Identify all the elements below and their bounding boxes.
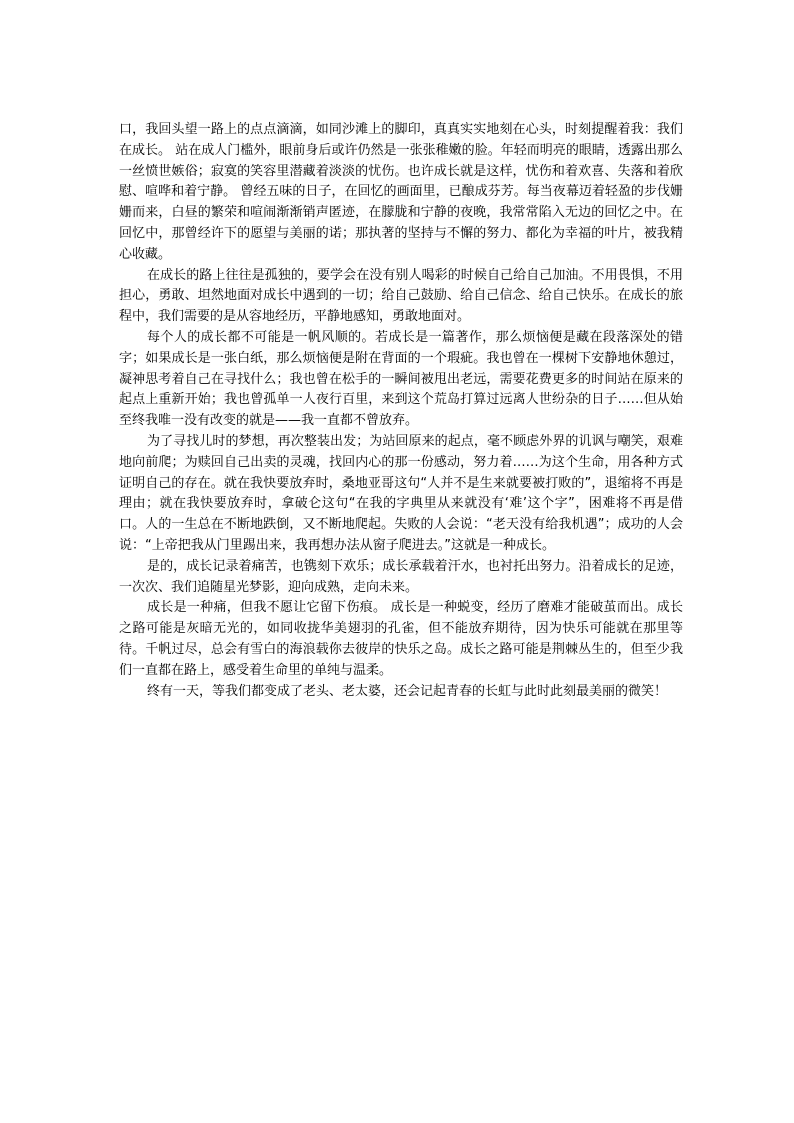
paragraph-6: 成长是一种痛，但我不愿让它留下伤痕。 成长是一种蜕变，经历了磨难才能破茧而出。成长之路可能是灰暗无光的，如同收拢华美翅羽的孔雀，但不能放弃期待，因为快乐可能就在那里等待。千帆过尽，总会有雪白的海浪载你去彼岸的快乐之岛。成长之路可能是荆棘丛生的，但至少我们一直都在路上，感受着生命里的单纯与温柔。 xyxy=(119,600,683,678)
paragraph-3: 每个人的成长都不可能是一帆风顺的。若成长是一篇著作，那么烦恼便是藏在段落深处的错字；如果成长是一张白纸，那么烦恼便是附在背面的一个瑕疵。我也曾在一棵树下安静地休憩过，凝神思考着自己在寻找什么；我也曾在松手的一瞬间被甩出老远，需要花费更多的时间站在原来的起点上重新开始；我也曾孤单一人夜行百里，来到这个荒岛打算过远离人世纷杂的日子……但从始至终我唯一没有改变的就是——我一直都不曾放弃。 xyxy=(119,329,683,429)
paragraph-7: 终有一天，等我们都变成了老头、老太婆，还会记起青春的长虹与此时此刻最美丽的微笑！ xyxy=(147,683,668,699)
document-body xyxy=(119,120,683,702)
paragraph-2: 在成长的路上往往是孤独的，要学会在没有别人喝彩的时候自己给自己加油。不用畏惧，不用担心，勇敢、坦然地面对成长中遇到的一切；给自己鼓励、给自己信念、给自己快乐。在成长的旅程中，我们需要的是从容地经历，平静地感知，勇敢地面对。 xyxy=(119,267,683,325)
paragraph-1: 口，我回头望一路上的点点滴滴，如同沙滩上的脚印，真真实实地刻在心头，时刻提醒着我：我们在成长。 站在成人门槛外，眼前身后或许仍然是一张张稚嫩的脸。年轻而明亮的眼睛，透露出那么一丝愤世嫉俗；寂寞的笑容里潜藏着淡淡的忧伤。也许成长就是这样，忧伤和着欢喜、失落和着欣慰、喧哗和着宁静。 曾经五味的日子，在回忆的画面里，已酿成芬芳。每当夜幕迈着轻盈的步伐姗姗而来，白昼的繁荣和喧闹渐渐销声匿迹，在朦胧和宁静的夜晚，我常常陷入无边的回忆之中。在回忆中，那曾经许下的愿望与美丽的诺；那执著的坚持与不懈的努力、都化为幸福的叶片，被我精心收藏。 xyxy=(119,122,683,262)
paragraph-4: 为了寻找儿时的梦想，再次整装出发；为站回原来的起点，毫不顾虑外界的讥讽与嘲笑，艰难地向前爬；为赎回自己出卖的灵魂，找回内心的那一份感动，努力着……为这个生命，用各种方式证明自己的存在。就在我快要放弃时，桑地亚哥这句“人并不是生来就要被打败的”，退缩将不再是理由；就在我快要放弃时，拿破仑这句“在我的字典里从来就没有‘难’这个字”，困难将不再是借口。人的一生总在不断地跌倒，又不断地爬起。失败的人会说：“老天没有给我机遇”；成功的人会说：“上帝把我从门里踢出来，我再想办法从窗子爬进去。”这就是一种成长。 xyxy=(119,433,683,553)
paragraph-5: 是的，成长记录着痛苦，也镌刻下欢乐；成长承载着汗水，也衬托出努力。沿着成长的足迹，一次次、我们追随星光梦影，迎向成熟，走向未来。 xyxy=(119,558,683,595)
